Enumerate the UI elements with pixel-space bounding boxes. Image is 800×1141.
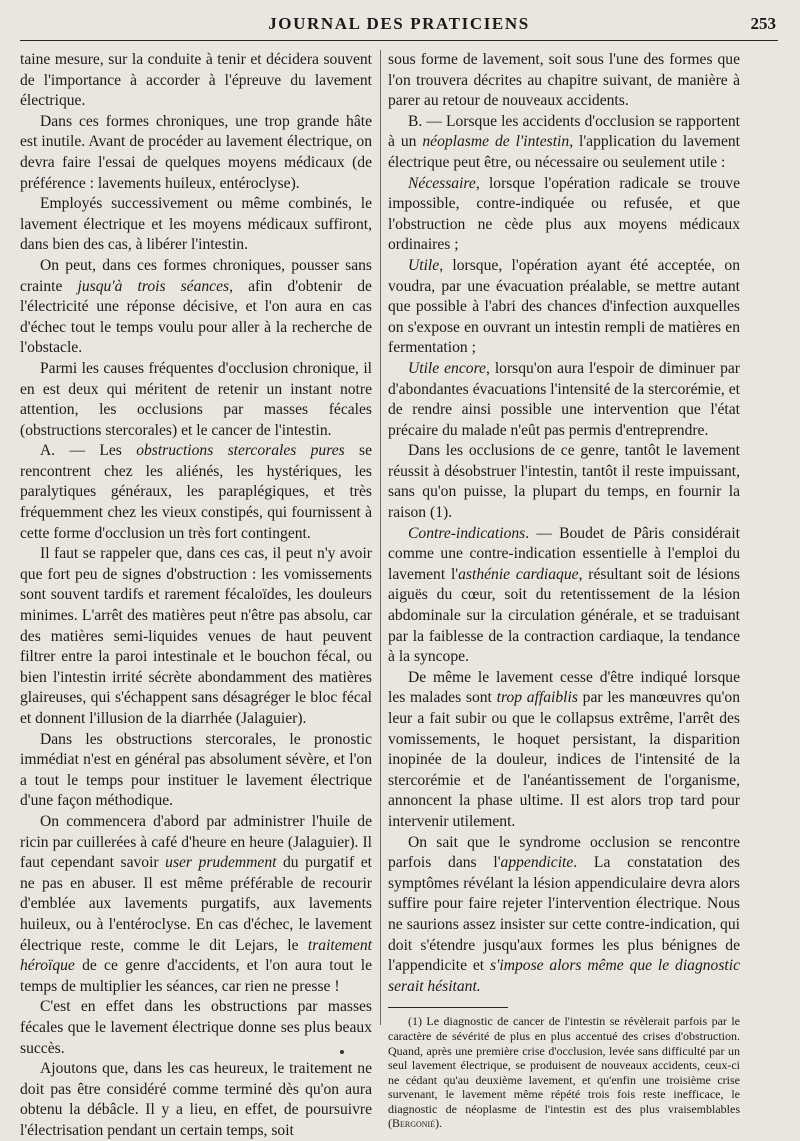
paragraph — [388, 833, 740, 998]
paragraph — [388, 524, 740, 668]
emphasis: néoplasme de l'intestin — [422, 133, 570, 151]
text: On commencera d'abord par administrer l'huile de ricin par cuillerées à café d'heure en heure (Jalaguier). Il faut cependant savoir — [20, 812, 372, 872]
text: par les manœuvres qu'on leur a fait subir ou que le collapsus extrême, l'arrêt des vomissements, le hoquet persistant, la disparition inopinée de la douleur, indices de l'intensité de la stercorémie et de l'anéantissement de l'organisme, annoncent la phase ultime. Il est alors trop tard pour intervenir utilement. — [388, 689, 740, 830]
paragraph: Dans ces formes chroniques, une trop grande hâte est inutile. Avant de procéder au lavement électrique, on devra faire l'essai de quelques moyens médicaux (de préférence : lavements huileux, entéroclyse). — [20, 112, 372, 192]
text: , résultant soit de lésions aiguës du cœur, soit du retentissement de la lésion abdominale sur la circulation générale, et se traduisant par la faiblesse de la contraction cardiaque, la tendance à la syncope. — [388, 565, 740, 666]
paragraph: sous forme de lavement, soit sous l'une des formes que l'on trouvera décrites au chapitre suivant, de manière à parer au retour de nouveaux accidents. — [388, 51, 740, 110]
emphasis: traitement héroïque — [20, 936, 372, 975]
print-speck — [340, 1050, 344, 1054]
text: B. — Lorsque les accidents d'occlusion se rapportent à un — [388, 112, 740, 151]
paragraph: C'est en effet dans les obstructions par masses fécales que le lavement électrique donne ses plus beaux succès. — [20, 998, 372, 1057]
paragraph: Dans les occlusions de ce genre, tantôt le lavement réussit à désobstruer l'intestin, tantôt il reste impuissant, sans qu'on puisse, la plupart du temps, en fournir la raison (1). — [388, 442, 740, 522]
paragraph: Employés successivement ou même combinés, le lavement électrique et les moyens médicaux suffiront, dans bien des cas, à libérer l'intestin. — [20, 195, 372, 254]
text: On sait que le syndrome occlusion se rencontre parfois dans l' — [388, 833, 740, 872]
paragraph — [388, 256, 740, 359]
footnote-rule — [388, 1007, 508, 1008]
paragraph — [20, 256, 372, 359]
text: , afin d'obtenir de l'électricité une réponse décisive, et l'on aura en cas d'échec tout le temps voulu pour aller à la recherche de l'obstacle. — [20, 277, 372, 357]
emphasis: obstructions stercorales pures — [136, 442, 345, 460]
text: . — Boudet de Pâris considérait comme une contre-indication essentielle à l'emploi du lavement l' — [388, 524, 740, 583]
column-divider — [380, 50, 381, 1025]
running-header — [20, 12, 778, 41]
paragraph: Ajoutons que, dans les cas heureux, le traitement ne doit pas être considéré comme terminé dès qu'on aura obtenu la débâcle. Il y a lieu, en effet, de poursuivre l'électrisation pendant un certain temps, soit — [20, 1060, 372, 1139]
text: , lorsqu'on aura l'espoir de diminuer par d'abondantes évacuations l'intensité de la stercorémie, et de rendre ainsi possible une intervention que l'état précaire du malade n'eût pas permis d'entreprendre. — [388, 359, 740, 439]
journal-title: JOURNAL DES PRATICIENS — [268, 14, 530, 33]
emphasis: asthénie cardiaque — [458, 565, 579, 583]
footnote — [388, 1014, 740, 1131]
text: De même le lavement cesse d'être indiqué lorsque les malades sont — [388, 668, 740, 707]
paragraph — [20, 812, 372, 997]
emphasis: jusqu'à trois séances — [77, 277, 230, 295]
paragraph — [20, 441, 372, 544]
text: A. — Les — [40, 442, 137, 460]
emphasis: Nécessaire — [408, 174, 476, 192]
paragraph: taine mesure, sur la conduite à tenir et décidera souvent de l'importance à accorder à l'épreuve du lavement électrique. — [20, 51, 372, 110]
author-name: Bergonié — [392, 1116, 436, 1131]
text: (1) Le diagnostic de cancer de l'intestin se révèlerait parfois par le caractère de sévérité de plus en plus accentué des crises d'obstruction. Quand, après une première crise d'occlusion, levée sans difficulté par un seul lavement électrique, se produisent de nouveaux accidents, ceux-ci ne cédant qu'au deuxième lavement, et qu'enfin une troisième crise survenant, le lavement même répété trois fois reste inefficace, le diagnostic de néoplasme de l'intestin est des plus vraisemblables ( — [388, 1014, 740, 1131]
emphasis: s'impose alors même que le diagnostic serait hésitant. — [388, 957, 741, 995]
emphasis: Utile — [408, 256, 440, 274]
emphasis: Utile encore — [408, 359, 486, 377]
paragraph — [388, 174, 740, 256]
page-number: 253 — [750, 14, 776, 33]
emphasis: appendicite — [500, 854, 574, 872]
emphasis: Contre-indications — [408, 524, 526, 542]
paragraph: Dans les obstructions stercorales, le pronostic immédiat n'est en général pas absolument sévère, et l'on a tout le temps pour instituer le lavement électrique d'une façon méthodique. — [20, 730, 372, 810]
right-column — [388, 50, 740, 1131]
paragraph: Parmi les causes fréquentes d'occlusion chronique, il en est deux qui méritent de retenir un instant notre attention, les occlusions par masses fécales (obstructions stercorales) et le cancer de l'intestin. — [20, 359, 372, 439]
left-column — [20, 50, 372, 1141]
emphasis: user prudemment — [165, 854, 277, 872]
text: ). — [435, 1116, 443, 1131]
text: , lorsque, l'opération ayant été acceptée, on voudra, par une évacuation préalable, se mettre autant que possible à l'abri des chances d'infection auxquelles on s'expose en ouvrant un intestin rempli de matières en fermentation ; — [388, 256, 740, 357]
paragraph: Il faut se rappeler que, dans ces cas, il peut n'y avoir que fort peu de signes d'obstruction : les vomissements sont souvent tardifs et rarement fécaloïdes, les douleurs minimes. L'arrêt des matières peut n'être pas absolu, car des matières semi-liquides venues de haut peuvent filtrer entre la paroi intestinale et le bouchon fécal, ou bien l'intestin irrité sécrète abondamment des matières glaireuses, qui s'échappent sans désagréger le bloc fécal et donnent l'illusion de la diarrhée (Jalaguier). — [20, 545, 372, 727]
text: de ce genre d'accidents, et l'on aura tout le temps de multiplier les séances, car rien ne presse ! — [20, 957, 372, 995]
text: , l'application du lavement électrique peut être, ou nécessaire ou seulement utile : — [388, 133, 741, 171]
text: On peut, dans ces formes chroniques, pousser sans crainte — [20, 256, 372, 295]
text: . La constatation des symptômes révélant la lésion appendiculaire devra alors suffire pour faire rejeter l'intervention électrique. Nous ne saurions assez insister sur cette contre-indication, qui doit s'étendre jusqu'aux formes les plus bénignes de l'appendicite et — [388, 854, 740, 975]
paragraph — [388, 112, 740, 174]
text: se rencontrent chez les aliénés, les hystériques, les paralytiques généraux, les paraplégiques, et très fréquemment chez les vieux constipés, qui fournissent à cette forme d'occlusion un très fort contingent. — [20, 442, 372, 542]
paragraph — [388, 359, 740, 441]
text: , lorsque l'opération radicale se trouve impossible, contre-indiquée ou refusée, et que l'obstruction ne cède plus aux moyens médicaux ordinaires ; — [388, 174, 740, 254]
paragraph — [388, 668, 740, 833]
emphasis: trop affaiblis — [496, 689, 578, 707]
text: du purgatif et ne pas en abuser. Il est même préférable de recourir d'emblée aux lavements purgatifs, aux lavements huileux, ou à l'entéroclyse. En cas d'échec, le lavement électrique reste, comme le dit Lejars, le — [20, 854, 372, 954]
